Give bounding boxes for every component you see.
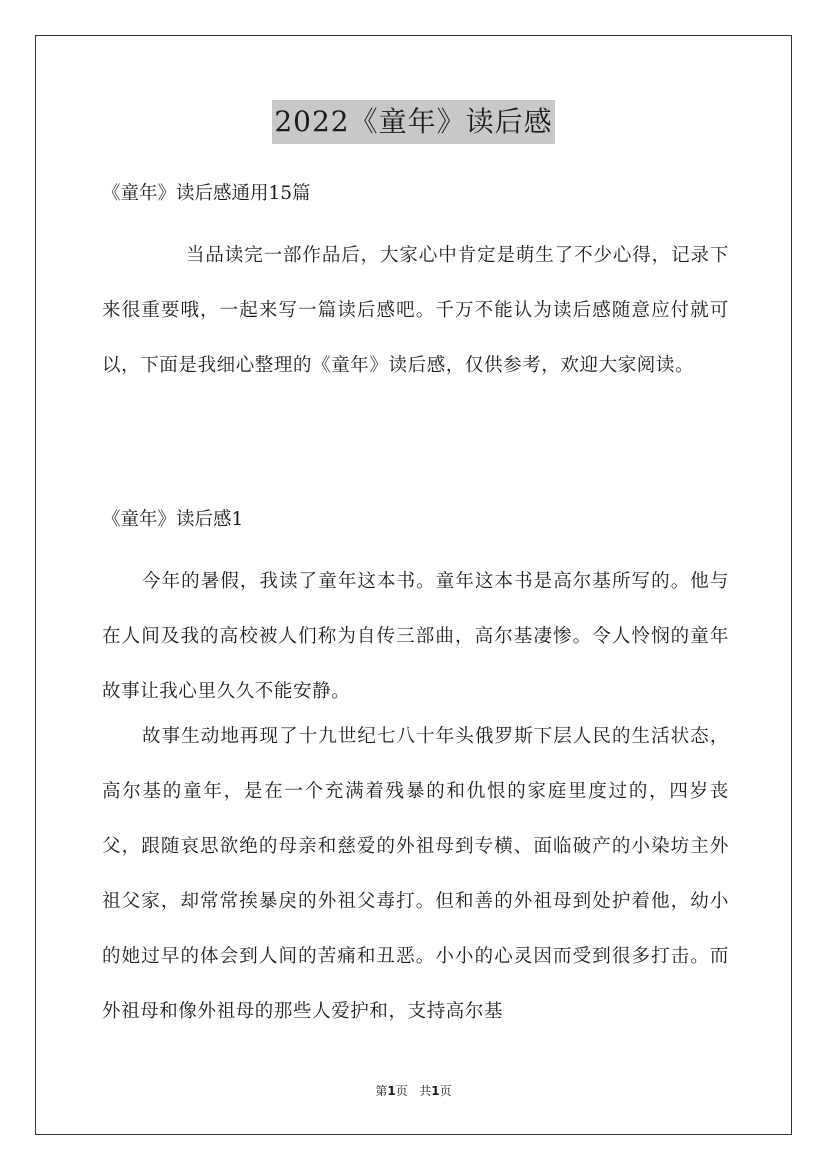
total-pages: 1 — [431, 1084, 440, 1098]
page-suffix: 页 — [395, 1084, 408, 1098]
total-prefix: 共 — [419, 1084, 432, 1098]
title-container — [0, 100, 827, 144]
total-suffix: 页 — [439, 1084, 452, 1098]
page-footer — [0, 1083, 827, 1099]
page-number: 1 — [387, 1084, 396, 1098]
body-paragraph-1: 今年的暑假，我读了童年这本书。童年这本书是高尔基所写的。他与在人间及我的高校被人们称为自传三部曲，高尔基凄惨。令人怜悯的童年故事让我心里久久不能安静。 — [102, 571, 729, 702]
document-title: 2022《童年》读后感 — [272, 100, 554, 144]
intro-paragraph: 当品读完一部作品后，大家心中肯定是萌生了不少心得，记录下来很重要哦，一起来写一篇读后感吧。千万不能认为读后感随意应付就可以，下面是我细心整理的《童年》读后感，仅供参考，欢迎大家阅读。 — [102, 245, 729, 376]
document-subtitle: 《童年》读后感通用15篇 — [102, 183, 311, 204]
body-paragraph-2: 故事生动地再现了十九世纪七八十年头俄罗斯下层人民的生活状态，高尔基的童年，是在一个充满着残暴的和仇恨的家庭里度过的，四岁丧父，跟随哀思欲绝的母亲和慈爱的外祖母到专横、面临破产的小染坊主外祖父家，却常常挨暴戾的外祖父毒打。但和善的外祖母到处护着他，幼小的她过早的体会到人间的苦痛和丑恶。小小的心灵因而受到很多打击。而外祖母和像外祖母的那些人爱护和，支持高尔基 — [102, 726, 729, 1022]
page-prefix: 第 — [375, 1084, 388, 1098]
section-heading: 《童年》读后感1 — [102, 509, 244, 530]
